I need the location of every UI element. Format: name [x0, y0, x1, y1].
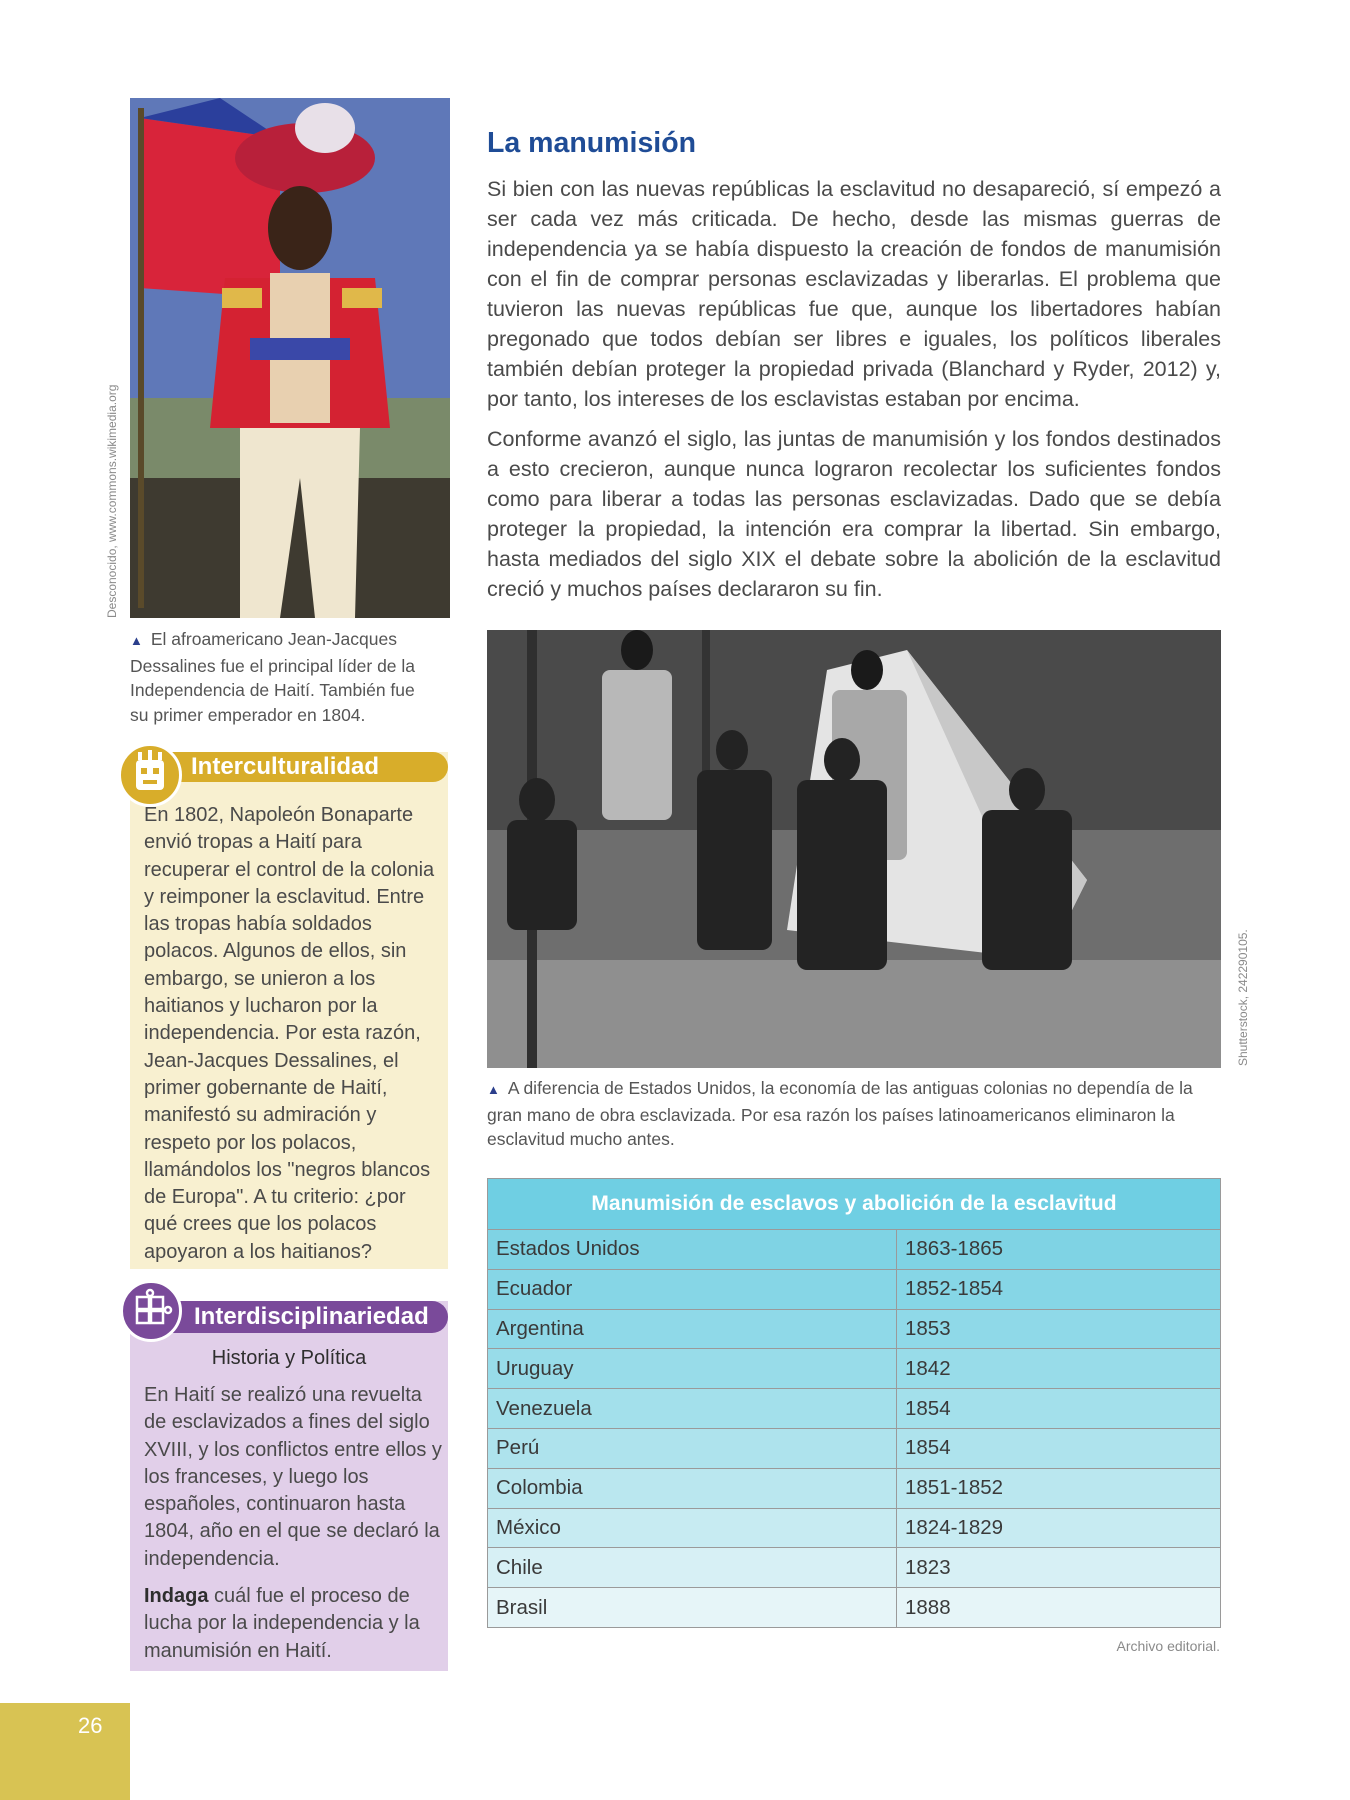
table-cell-country: Chile [488, 1548, 897, 1588]
interdisciplinariedad-title: Interdisciplinariedad [194, 1303, 429, 1330]
table-row [488, 1349, 1221, 1389]
table-row [488, 1389, 1221, 1429]
puzzle-icon [120, 1280, 182, 1342]
table-cell-country: Uruguay [488, 1349, 897, 1389]
caption-triangle-icon: ▲ [487, 1082, 500, 1097]
table-cell-years: 1851-1852 [897, 1468, 1221, 1508]
table-cell-country: Venezuela [488, 1389, 897, 1429]
main-text [487, 174, 1221, 614]
table-cell-years: 1888 [897, 1588, 1221, 1628]
table-row [488, 1588, 1221, 1628]
table-cell-country: Colombia [488, 1468, 897, 1508]
table-row [488, 1468, 1221, 1508]
caption-triangle-icon: ▲ [130, 633, 143, 648]
table-cell-years: 1854 [897, 1389, 1221, 1429]
table-title: Manumisión de esclavos y abolición de la esclavitud [488, 1179, 1221, 1230]
table-cell-country: Perú [488, 1428, 897, 1468]
table-row [488, 1309, 1221, 1349]
interculturalidad-mask-icon [118, 743, 182, 807]
table-credit: Archivo editorial. [1116, 1638, 1220, 1654]
table-cell-country: Brasil [488, 1588, 897, 1628]
photo-caption-text: A diferencia de Estados Unidos, la economía de las antiguas colonias no dependía de la gran mano de obra esclavizada. Por esa razón los países latinoamericanos eliminaron la esclavitud mucho antes. [487, 1078, 1193, 1149]
interdisciplinariedad-paragraph: En Haití se realizó una revuelta de esclavizados a fines del siglo XVIII, y los conflictos entre ellos y los franceses, y luego los españoles, continuaron hasta 1804, año en el que se declaró la independencia. [144, 1384, 442, 1570]
interdisciplinariedad-text [144, 1382, 444, 1675]
indaga-text: cuál fue el proceso de lucha por la independencia y la manumisión en Haití. [144, 1585, 420, 1662]
abolition-table [487, 1178, 1221, 1628]
main-paragraph-1: Si bien con las nuevas repúblicas la esclavitud no desapareció, sí empezó a ser cada vez más criticada. De hecho, desde las mismas guerras de independencia ya se había dispuesto la creación de fondos de manumisión con el fin de comprar personas esclavizadas y liberarlas. El problema que tuvieron las nuevas repúblicas fue que, aunque los libertadores habían pregonado que todos debían ser libres e iguales, los políticos liberales también debían proteger la propiedad privada (Blanchard y Ryder, 2012) y, por tanto, los intereses de los esclavistas estaban por encima. [487, 177, 1221, 411]
interculturalidad-title: Interculturalidad [191, 753, 380, 780]
main-paragraph-2: Conforme avanzó el siglo, las juntas de manumisión y los fondos destinados a esto crecieron, aunque nunca lograron recolectar los suficientes fondos como para liberar a todas las personas esclavizadas. Dado que se debía proteger la propiedad, la intención era comprar la libertad. Sin embargo, hasta mediados del siglo XIX el debate sobre la abolición de la esclavitud creció y muchos países declararon su fin. [487, 427, 1221, 601]
interdisciplinariedad-subtitle: Historia y Política [211, 1347, 367, 1369]
portrait-credit: Desconocido, www.commons.wikimedia.org [105, 384, 119, 618]
table-cell-years: 1853 [897, 1309, 1221, 1349]
portrait-caption-text: El afroamericano Jean-Jacques Dessalines fue el principal líder de la Independencia de Haití. También fue su primer emperador en 1804. [130, 629, 416, 725]
dessalines-portrait [130, 98, 450, 618]
table-cell-years: 1852-1854 [897, 1269, 1221, 1309]
page-number: 26 [78, 1713, 103, 1738]
table-row [488, 1230, 1221, 1270]
table-cell-country: Argentina [488, 1309, 897, 1349]
section-title: La manumisión [487, 127, 697, 159]
table-cell-years: 1824-1829 [897, 1508, 1221, 1548]
portrait-caption [130, 627, 435, 727]
table-cell-years: 1823 [897, 1548, 1221, 1588]
table-row [488, 1548, 1221, 1588]
table-row [488, 1508, 1221, 1548]
table-row [488, 1269, 1221, 1309]
indaga-label: Indaga [144, 1585, 209, 1608]
table-cell-years: 1854 [897, 1428, 1221, 1468]
page-number-block [0, 1703, 130, 1800]
soldiers-photo [487, 630, 1221, 1068]
table-cell-years: 1863-1865 [897, 1230, 1221, 1270]
table-cell-country: Estados Unidos [488, 1230, 897, 1270]
table-cell-country: México [488, 1508, 897, 1548]
indaga-paragraph [144, 1583, 444, 1665]
photo-caption [487, 1076, 1227, 1152]
interculturalidad-text: En 1802, Napoleón Bonaparte envió tropas a Haití para recuperar el control de la colonia y reimponer la esclavitud. Entre las tropas había soldados polacos. Algunos de ellos, sin embargo, se unieron a los haitianos y lucharon por la independencia. Por esta razón, Jean-Jacques Dessalines, el primer gobernante de Haití, manifestó su admiración y respeto por los polacos, llamándolos los "negros blancos de Europa". A tu criterio: ¿por qué crees que los polacos apoyaron a los haitianos? [144, 804, 435, 1263]
table-row [488, 1428, 1221, 1468]
table-cell-years: 1842 [897, 1349, 1221, 1389]
photo-credit: Shutterstock, 242290105. [1236, 929, 1250, 1066]
table-cell-country: Ecuador [488, 1269, 897, 1309]
